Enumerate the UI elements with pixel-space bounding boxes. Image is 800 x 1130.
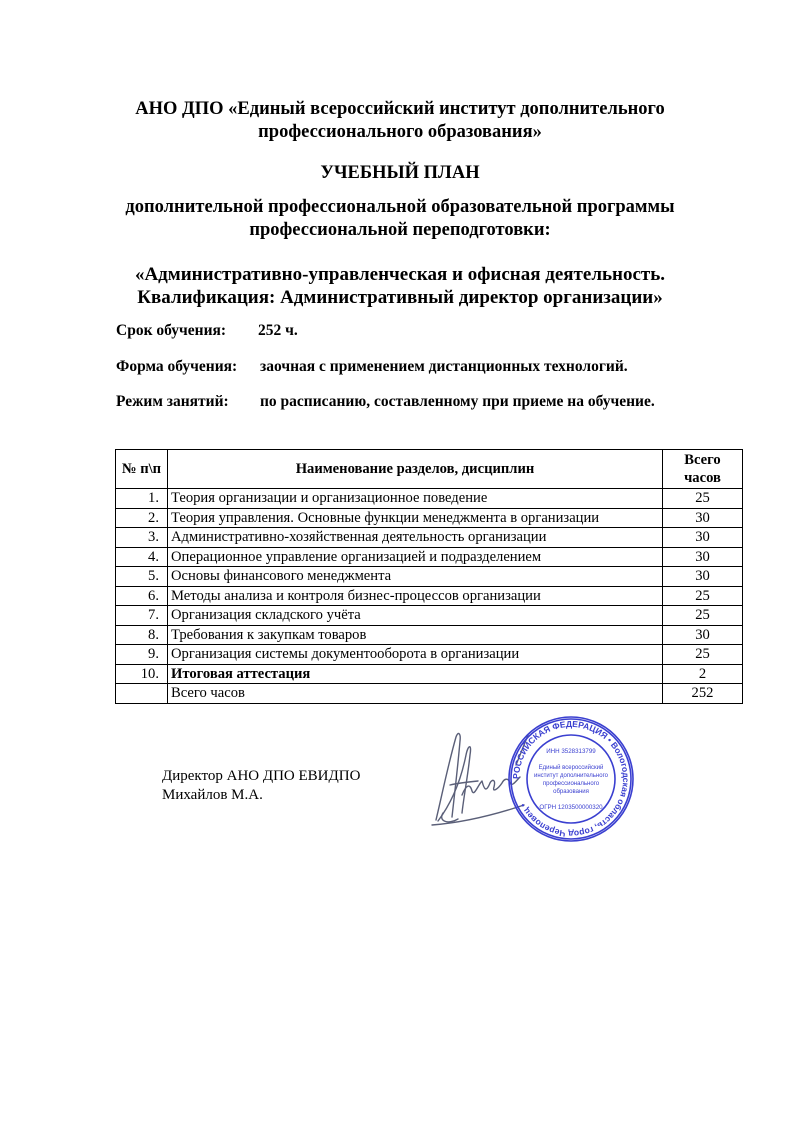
stamp-outer-textpath: РОССИЙСКАЯ ФЕДЕРАЦИЯ • Вологодская область, город Череповец • xyxy=(510,718,632,840)
table-row xyxy=(116,586,743,606)
table-row xyxy=(116,645,743,665)
organization-name xyxy=(100,98,700,144)
column-header-hours-line-2: часов xyxy=(684,470,721,486)
study-form-label: Форма обучения: xyxy=(116,358,238,375)
table-row xyxy=(116,606,743,626)
row-discipline: Организация складского учёта xyxy=(168,606,663,626)
row-number: 9. xyxy=(116,645,168,665)
table-row-final-exam xyxy=(116,664,743,684)
duration-row xyxy=(116,322,298,340)
stamp-ogrn: ОГРН 1203500000320 xyxy=(539,804,603,811)
document-subtitle xyxy=(80,196,720,242)
organization-stamp xyxy=(507,715,635,843)
row-number: 3. xyxy=(116,528,168,548)
row-number: 6. xyxy=(116,586,168,606)
column-header-hours-line-1: Всего xyxy=(684,451,721,468)
subtitle-line-2: профессиональной переподготовки: xyxy=(249,220,551,240)
stamp-center-line-3: профессионального xyxy=(542,781,600,787)
organization-name-line-1: АНО ДПО «Единый всероссийский институт дополнительного xyxy=(135,99,665,119)
table-row xyxy=(116,625,743,645)
row-hours: 25 xyxy=(663,489,743,509)
table-header-row xyxy=(116,450,743,489)
row-discipline: Административно-хозяйственная деятельность организации xyxy=(168,528,663,548)
row-hours: 25 xyxy=(663,586,743,606)
row-discipline: Теория организации и организационное поведение xyxy=(168,489,663,509)
column-header-hours xyxy=(663,450,743,489)
study-form-value: заочная с применением дистанционных технологий. xyxy=(260,358,628,375)
row-hours: 25 xyxy=(663,645,743,665)
document-title: УЧЕБНЫЙ ПЛАН xyxy=(320,163,480,183)
total-hours: 252 xyxy=(663,684,743,704)
stamp-center-text xyxy=(534,748,609,811)
stamp-center-line-2: институт дополнительного xyxy=(534,773,608,779)
stamp-center-line-1: Единый всероссийский xyxy=(538,765,604,771)
signer-name: Михайлов М.А. xyxy=(162,787,263,803)
stamp-inn: ИНН 3528313799 xyxy=(546,748,596,755)
table-row xyxy=(116,547,743,567)
row-number: 7. xyxy=(116,606,168,626)
duration-value: 252 ч. xyxy=(258,322,298,339)
program-name xyxy=(80,263,720,309)
row-number: 4. xyxy=(116,547,168,567)
stamp-center-line-4: образования xyxy=(553,789,589,795)
row-discipline: Теория управления. Основные функции менеджмента в организации xyxy=(168,508,663,528)
row-number: 2. xyxy=(116,508,168,528)
study-mode-row xyxy=(116,393,655,411)
table-total-row xyxy=(116,684,743,704)
signer-block xyxy=(162,767,360,805)
study-mode-label: Режим занятий: xyxy=(116,393,229,410)
row-hours: 2 xyxy=(663,664,743,684)
subtitle-line-1: дополнительной профессиональной образовательной программы xyxy=(125,197,675,217)
row-hours: 30 xyxy=(663,567,743,587)
row-number: 8. xyxy=(116,625,168,645)
row-discipline: Требования к закупкам товаров xyxy=(168,625,663,645)
row-number: 10. xyxy=(116,664,168,684)
row-hours: 30 xyxy=(663,547,743,567)
total-row-number xyxy=(116,684,168,704)
program-line-2: Квалификация: Административный директор организации» xyxy=(137,287,663,308)
row-hours: 30 xyxy=(663,625,743,645)
table-row xyxy=(116,489,743,509)
study-mode-value: по расписанию, составленному при приеме на обучение. xyxy=(260,393,655,410)
study-form-row xyxy=(116,358,628,376)
duration-label: Срок обучения: xyxy=(116,322,227,339)
row-discipline: Методы анализа и контроля бизнес-процессов организации xyxy=(168,586,663,606)
row-hours: 30 xyxy=(663,508,743,528)
table-row xyxy=(116,567,743,587)
table-row xyxy=(116,508,743,528)
signer-position: Директор АНО ДПО ЕВИДПО xyxy=(162,768,361,784)
row-discipline: Операционное управление организацией и подразделением xyxy=(168,547,663,567)
organization-name-line-2: профессионального образования» xyxy=(258,122,542,142)
total-label: Всего часов xyxy=(168,684,663,704)
table-row xyxy=(116,528,743,548)
row-hours: 30 xyxy=(663,528,743,548)
program-line-1: «Административно-управленческая и офисная деятельность. xyxy=(134,264,666,285)
row-number: 5. xyxy=(116,567,168,587)
column-header-number: № п\п xyxy=(116,450,168,489)
row-discipline: Основы финансового менеджмента xyxy=(168,567,663,587)
row-number: 1. xyxy=(116,489,168,509)
curriculum-table xyxy=(115,449,743,704)
row-discipline: Итоговая аттестация xyxy=(168,664,663,684)
column-header-name: Наименование разделов, дисциплин xyxy=(168,450,663,489)
row-hours: 25 xyxy=(663,606,743,626)
row-discipline: Организация системы документооборота в организации xyxy=(168,645,663,665)
